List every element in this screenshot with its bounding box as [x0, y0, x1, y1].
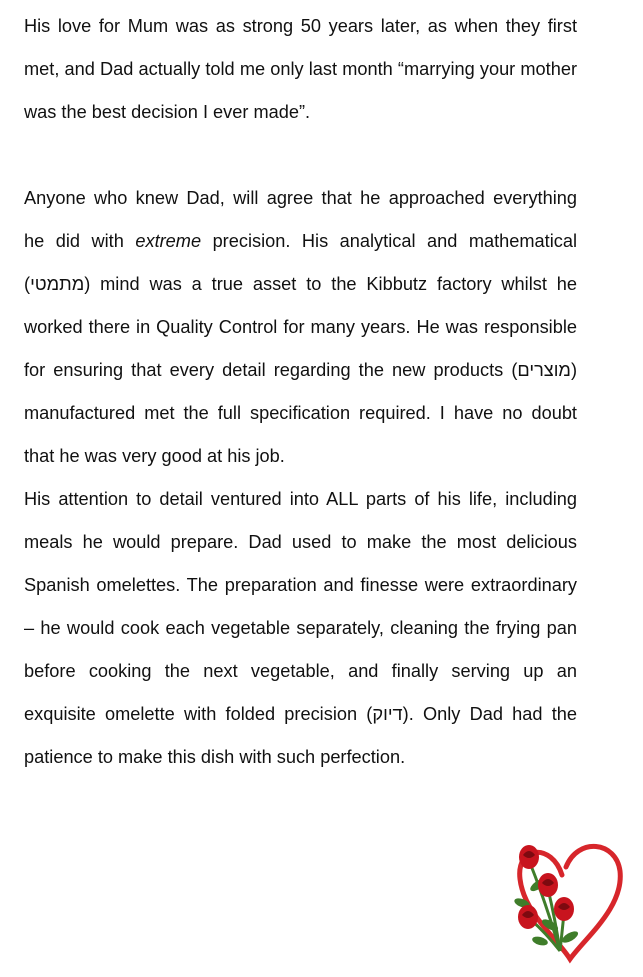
- text-run: exquisite omelette with folded precision (: [24, 704, 373, 724]
- emphasis-text: extreme: [135, 231, 202, 251]
- rose-bloom: [519, 845, 539, 869]
- paragraph-3: [24, 481, 577, 782]
- text-run: he did with: [24, 231, 136, 251]
- text-line: that he was very good at his job.: [24, 446, 285, 466]
- text-line: – he would cook each vegetable separately, cleaning the frying pan: [24, 618, 577, 638]
- document-body: [24, 8, 577, 782]
- text-line: His love for Mum was as strong 50 years later, as when they first: [24, 16, 577, 36]
- text-line: meals he would prepare. Dad used to make the most delicious: [24, 532, 577, 552]
- text-line: [24, 266, 577, 309]
- text-line: [24, 223, 577, 266]
- text-line: before cooking the next vegetable, and finally serving up an: [24, 661, 577, 681]
- text-line: Anyone who knew Dad, will agree that he approached everything: [24, 188, 577, 208]
- rose-bloom: [554, 897, 574, 921]
- text-run: ): [570, 360, 577, 380]
- text-line: [24, 696, 577, 739]
- paragraph-gap: [24, 137, 577, 180]
- hebrew-word: מוצרים: [517, 360, 571, 380]
- text-run: (: [24, 274, 31, 294]
- rose-bloom: [538, 873, 558, 897]
- paragraph-2: [24, 180, 577, 481]
- text-run: ). Only Dad had the: [402, 704, 578, 724]
- paragraph-1: [24, 8, 577, 137]
- text-line: worked there in Quality Control for many years. He was responsible: [24, 317, 577, 337]
- text-line: [24, 352, 577, 395]
- hebrew-word: דיוק: [372, 704, 403, 724]
- hebrew-word: מתמטי: [30, 274, 85, 294]
- text-line: His attention to detail ventured into ALL parts of his life, including: [24, 489, 577, 509]
- heart-with-red-roses-icon: [500, 833, 630, 965]
- text-line: patience to make this dish with such perfection.: [24, 747, 406, 767]
- heart-with-roses-image: [500, 833, 630, 965]
- text-line: met, and Dad actually told me only last month “marrying your mother: [24, 59, 577, 79]
- text-run: precision. His analytical and mathematical: [201, 231, 577, 251]
- text-run: ) mind was a true asset to the Kibbutz factory whilst he: [84, 274, 577, 294]
- text-run: for ensuring that every detail regarding the new products (: [24, 360, 518, 380]
- text-line: was the best decision I ever made”.: [24, 102, 311, 122]
- rose-bloom: [518, 905, 538, 929]
- text-line: manufactured met the full specification required. I have no doubt: [24, 403, 577, 423]
- text-line: Spanish omelettes. The preparation and finesse were extraordinary: [24, 575, 577, 595]
